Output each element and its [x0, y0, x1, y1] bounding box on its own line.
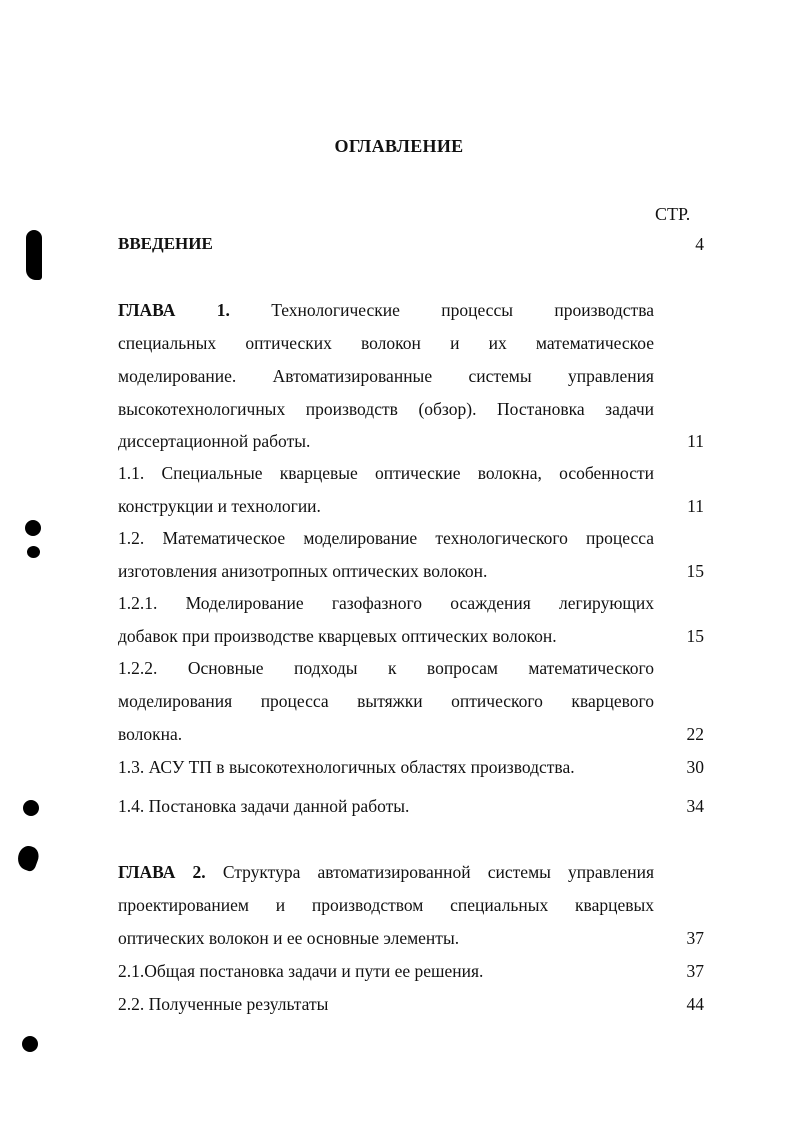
toc-entry-text: Структура автоматизированной системы управления — [222, 862, 654, 882]
toc-entry-1-2-2 — [118, 658, 704, 748]
toc-entry-line: изготовления анизотропных оптических волокон. — [118, 561, 488, 581]
toc-entry-line: 2.1.Общая постановка задачи и пути ее решения. — [118, 961, 484, 981]
toc-page-number: 15 — [686, 561, 704, 581]
toc-page-number: 4 — [695, 234, 704, 254]
toc-page-number: 37 — [686, 928, 704, 948]
toc-entry-line: диссертационной работы. — [118, 431, 311, 451]
scan-mark — [25, 520, 41, 536]
scan-mark — [22, 1036, 38, 1052]
toc-page-number: 44 — [686, 994, 704, 1014]
toc-page-number: 34 — [686, 796, 704, 816]
toc-page-number: 11 — [687, 496, 704, 516]
page-title: ОГЛАВЛЕНИЕ — [334, 136, 464, 156]
toc-entry-line: 1.2. Математическое моделирование технологического процесса — [118, 528, 654, 548]
toc-entry-text: Технологические процессы производства — [271, 300, 654, 320]
toc-entry-chapter-1 — [118, 300, 704, 460]
toc-entry-line — [118, 300, 654, 321]
toc-entry-line: специальных оптических волокон и их математическое — [118, 333, 654, 353]
toc-entry-line — [118, 862, 654, 883]
toc-entry-title: ВВЕДЕНИЕ — [118, 234, 213, 253]
toc-entry-line: 1.1. Специальные кварцевые оптические волокна, особенности — [118, 463, 654, 483]
scan-mark — [23, 800, 39, 816]
toc-entry-1-4 — [118, 796, 704, 822]
scan-mark — [14, 843, 41, 872]
toc-entry-1-2 — [118, 528, 704, 588]
toc-entry-line: моделирования процесса вытяжки оптического кварцевого — [118, 691, 654, 711]
toc-page-number: 22 — [686, 724, 704, 744]
toc-entry-line: высокотехнологичных производств (обзор). Постановка задачи — [118, 399, 654, 419]
toc-page-number: 30 — [686, 757, 704, 777]
toc-entry-2-2 — [118, 994, 704, 1020]
toc-entry-line: 1.2.1. Моделирование газофазного осаждения легирующих — [118, 593, 654, 613]
toc-entry-line: конструкции и технологии. — [118, 496, 321, 516]
toc-entry-line: оптических волокон и ее основные элементы. — [118, 928, 460, 948]
scan-mark — [26, 230, 42, 280]
toc-entry-line: волокна. — [118, 724, 183, 744]
toc-entry-line: 1.3. АСУ ТП в высокотехнологичных областях производства. — [118, 757, 575, 777]
toc-entry-intro — [118, 234, 704, 258]
toc-page-number: 37 — [686, 961, 704, 981]
toc-entry-line: проектированием и производством специальных кварцевых — [118, 895, 654, 915]
toc-entry-chapter-2 — [118, 862, 704, 952]
toc-entry-line: добавок при производстве кварцевых оптических волокон. — [118, 626, 557, 646]
scan-mark — [27, 546, 40, 558]
page-column-label: СТР. — [655, 204, 691, 224]
toc-entry-1-1 — [118, 463, 704, 523]
toc-entry-2-1 — [118, 961, 704, 987]
toc-entry-line: 1.2.2. Основные подходы к вопросам математического — [118, 658, 654, 678]
toc-entry-line: 1.4. Постановка задачи данной работы. — [118, 796, 410, 816]
toc-entry-1-2-1 — [118, 593, 704, 653]
chapter-label: ГЛАВА 2. — [118, 862, 206, 882]
toc-page-number: 11 — [687, 431, 704, 451]
toc-entry-line: моделирование. Автоматизированные системы управления — [118, 366, 654, 386]
toc-entry-line: 2.2. Полученные результаты — [118, 994, 329, 1014]
chapter-label: ГЛАВА 1. — [118, 300, 230, 320]
toc-entry-1-3 — [118, 757, 704, 783]
toc-page-number: 15 — [686, 626, 704, 646]
